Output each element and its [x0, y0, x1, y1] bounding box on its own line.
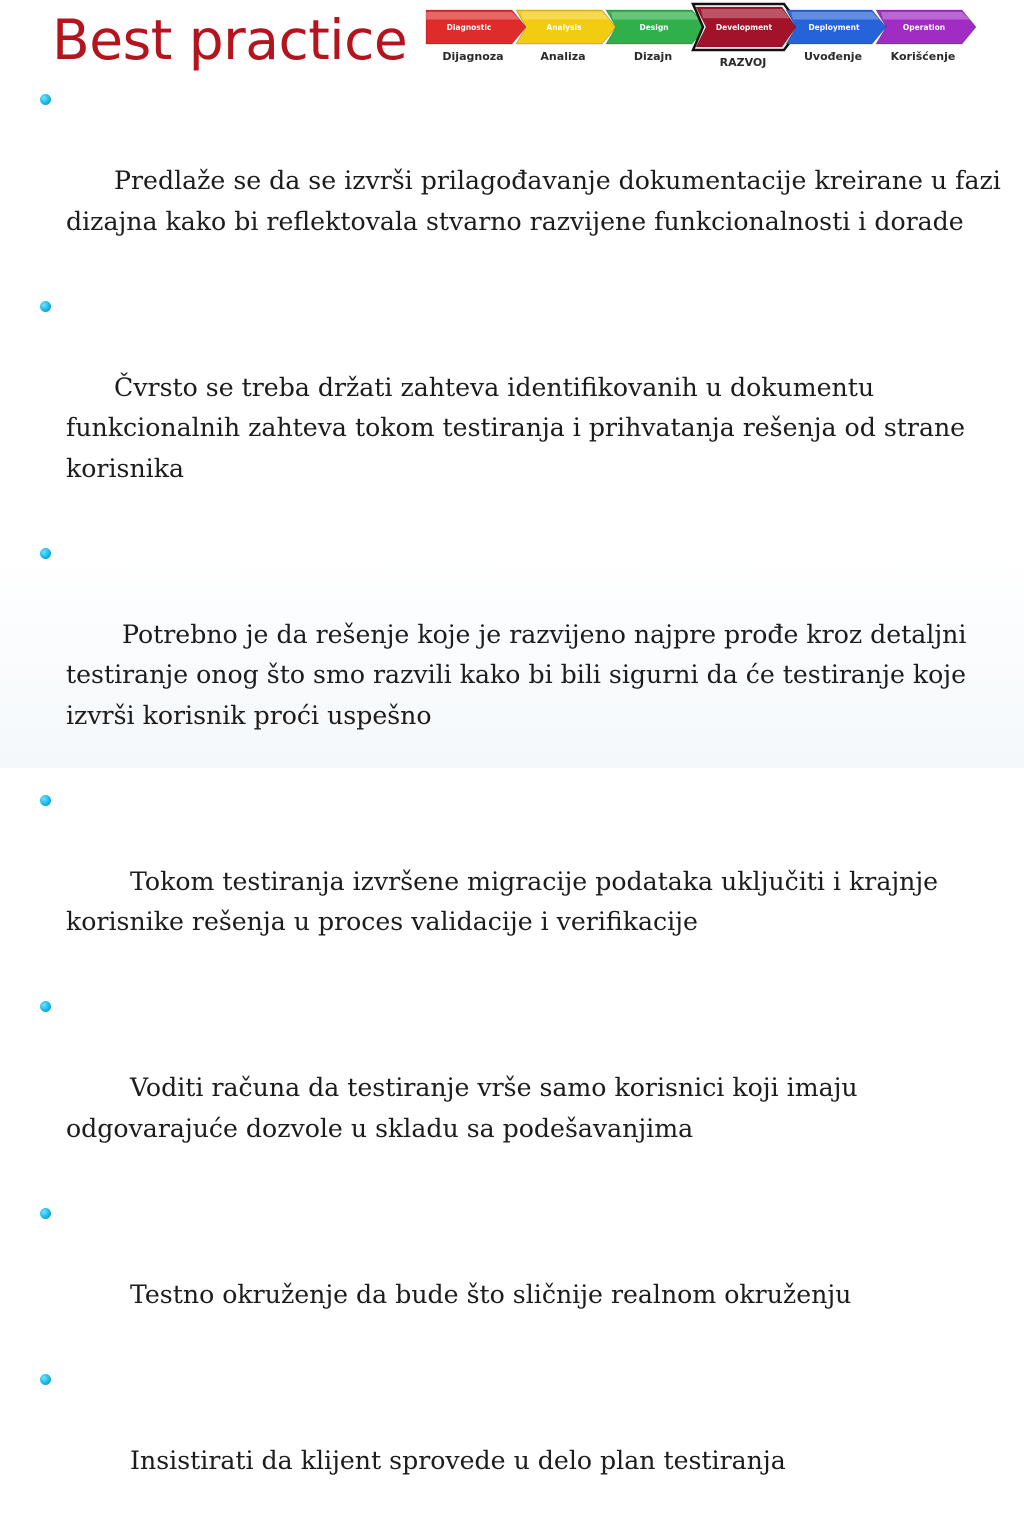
slide-title: Best practice [52, 8, 408, 72]
process-step-gloss [521, 12, 610, 20]
process-step-label: Development [715, 23, 773, 32]
bullet-item [40, 987, 1010, 1190]
bullet-dot-icon [40, 301, 51, 312]
bullet-item [40, 534, 1010, 777]
process-step-sublabel: RAZVOJ [719, 56, 767, 69]
process-step-label: Deployment [808, 23, 860, 32]
process-step-gloss [791, 12, 880, 20]
process-step-sublabel: Uvođenje [803, 50, 863, 63]
process-step-gloss [426, 12, 520, 20]
bullet-item [40, 80, 1010, 283]
process-step-sublabel: Dizajn [633, 50, 673, 63]
bullet-text: Potrebno je da rešenje koje je razvijeno najpre prođe kroz detaljni testiranje onog što smo razvili kako bi bili sigurni da će testiranje koje izvrši korisnik proći uspešno [66, 619, 975, 730]
process-step-gloss [881, 12, 970, 20]
bullet-text: Predlaže se da se izvrši prilagođavanje dokumentacije kreirane u fazi dizajna kako bi reflektovala stvarno razvijene funkcionalnosti i dorade [66, 166, 1009, 236]
bullet-text: Insistirati da klijent sprovede u delo plan testiranja [114, 1445, 786, 1475]
process-step-label: Design [639, 23, 669, 32]
bullet-dot-icon [40, 1001, 51, 1012]
process-step-sublabel: Korišćenje [890, 50, 956, 63]
process-step-label: Operation [902, 23, 946, 32]
bullet-dot-icon [40, 795, 51, 806]
process-step-label: Diagnostic [446, 23, 492, 32]
bullet-text: Čvrsto se treba držati zahteva identifikovanih u dokumentu funkcionalnih zahteva tokom testiranja i prihvatanja rešenja od strane korisnika [66, 372, 974, 483]
bullet-item [40, 1360, 1010, 1522]
bullet-item [40, 1194, 1010, 1356]
process-step-gloss [701, 9, 790, 18]
process-step-sublabel: Dijagnoza [442, 50, 504, 63]
bullet-item [40, 287, 1010, 530]
bullet-list [40, 80, 1010, 1526]
bullet-text: Tokom testiranja izvršene migracije podataka uključiti i krajnje korisnike rešenja u proces validacije i verifikacije [66, 866, 947, 936]
bullet-dot-icon [40, 548, 51, 559]
bullet-dot-icon [40, 1374, 51, 1385]
bullet-text: Voditi računa da testiranje vrše samo korisnici koji imaju odgovarajuće dozvole u skladu sa podešavanjima [66, 1073, 866, 1143]
bullet-dot-icon [40, 1208, 51, 1219]
process-step-gloss [611, 12, 700, 20]
bullet-dot-icon [40, 94, 51, 105]
bullet-text: Testno okruženje da bude što sličnije realnom okruženju [114, 1279, 852, 1309]
bullet-item [40, 781, 1010, 984]
process-step-sublabel: Analiza [540, 50, 586, 63]
process-diagram [426, 4, 986, 70]
process-step-label: Analysis [546, 23, 582, 32]
process-diagram-svg [426, 4, 986, 70]
